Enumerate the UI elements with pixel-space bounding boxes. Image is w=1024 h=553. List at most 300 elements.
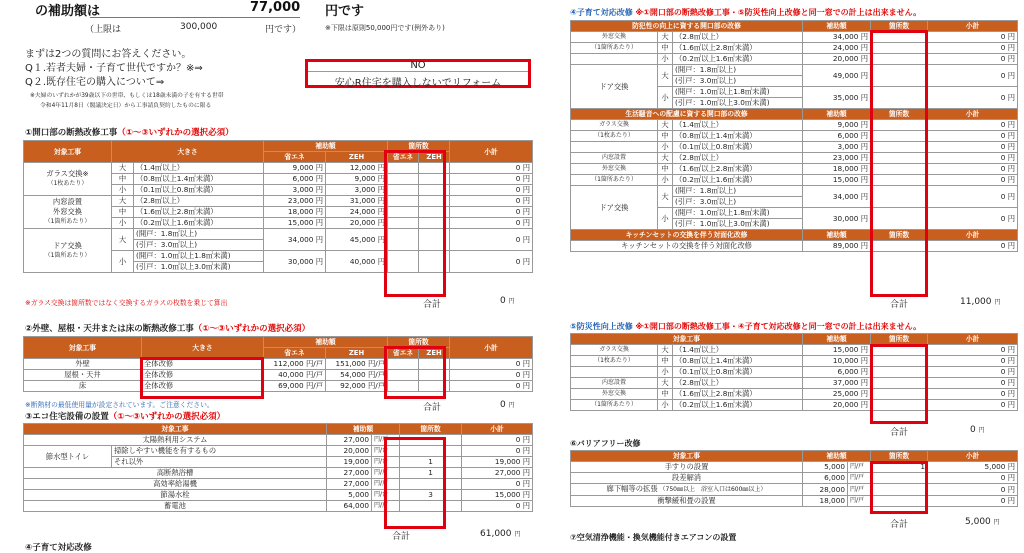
table-cell: (引戸：1.0㎡以上3.0㎡未満) <box>673 219 803 230</box>
table-cell: キッチンセットの交換を伴う対面化改修 <box>571 241 803 252</box>
count-zeh <box>419 163 450 174</box>
table-row <box>24 479 533 490</box>
table-cell: 中 <box>658 164 673 175</box>
table-cell: ガラス交換 <box>571 120 658 131</box>
table-cell: 3,000 円 <box>803 142 871 153</box>
table-cell: 円/戸 <box>372 479 400 490</box>
table-row <box>571 389 1018 400</box>
table-cell: （1.6㎡以上2.8㎡未満） <box>134 207 264 218</box>
table-row <box>24 490 533 501</box>
door-cell: ドア交換 （1箇所あたり） <box>24 229 112 273</box>
table-cell: 0 円 <box>928 164 1018 175</box>
table-cell <box>400 446 462 457</box>
table-row <box>571 142 1018 153</box>
table-cell: 屋根・天井 <box>24 370 142 381</box>
table-cell: 6,000 円 <box>803 367 871 378</box>
table-cell: 15,000 円 <box>264 218 326 229</box>
s3-h-target: 対象工事 <box>24 424 327 435</box>
table-cell: ドア交換 <box>571 186 658 230</box>
table-cell: 衝撃緩和畳の設置 <box>571 496 803 507</box>
s1-h-zeh2: ZEH <box>419 152 450 163</box>
table-cell: 円/台 <box>372 490 400 501</box>
table-row <box>24 435 533 446</box>
table-cell: 手すりの設置 <box>571 462 803 473</box>
table-row <box>24 468 533 479</box>
table-cell <box>419 229 450 251</box>
table-cell: 0 円 <box>928 142 1018 153</box>
table-cell: （0.1㎡以上0.8㎡未満） <box>673 367 803 378</box>
table-cell: 64,000 <box>327 501 372 512</box>
section2-label: ②外壁、屋根・天井または床の断熱改修工事 <box>25 324 194 334</box>
table-cell: 3 <box>400 490 462 501</box>
limit-suffix: 円です） <box>265 25 302 35</box>
table-cell: (引戸：3.0㎡以上) <box>673 76 803 87</box>
table-row <box>571 230 1018 241</box>
table-cell: 0 円 <box>462 501 533 512</box>
table-cell: (開戸：1.8㎡以上) <box>134 229 264 240</box>
limit-prefix: （上限は <box>85 25 122 35</box>
table-row <box>571 54 1018 65</box>
table-row <box>24 446 533 457</box>
table-cell: 0 円 <box>450 163 533 174</box>
table-cell: （2.8㎡以上） <box>673 153 803 164</box>
table-cell: 0 円 <box>928 389 1018 400</box>
table-cell: 内窓設置 <box>571 378 658 389</box>
table-cell <box>871 473 928 484</box>
table-row <box>571 334 1018 345</box>
table-cell <box>871 120 928 131</box>
table-cell: 円/戸 <box>372 435 400 446</box>
table-cell: 27,000 円 <box>462 468 533 479</box>
table-cell <box>871 175 928 186</box>
table-cell: 0 円 <box>928 378 1018 389</box>
footnote-1: ※夫婦のいずれかが39歳以下の世帯、もしくは18歳未満の子を有する世帯 <box>30 93 224 99</box>
table-cell: 廊下幅等の拡張 （750㎜以上 浴室入口は600㎜以上） <box>571 484 803 496</box>
total-underline <box>90 17 300 18</box>
table-row <box>571 175 1018 186</box>
table-cell: 0 円 <box>450 359 533 370</box>
table-cell: 段差解消 <box>571 473 803 484</box>
table-cell: 19,000 円 <box>462 457 533 468</box>
table-cell: 対象工事 <box>571 334 803 345</box>
table-row <box>24 370 533 381</box>
table-cell: （0.8㎡以上1.4㎡未満） <box>673 131 803 142</box>
result-title: の補助額は <box>35 4 101 19</box>
intro-text: まずは2つの質問にお答えください。 <box>25 49 192 60</box>
table-cell: 0 円 <box>450 196 533 207</box>
table-cell: ドア交換 <box>571 65 658 109</box>
target-cell: ガラス交換※ （1枚あたり） <box>24 163 112 196</box>
table-cell: 外窓交換 <box>571 164 658 175</box>
table-cell: (開戸：1.0㎡以上1.8㎡未満) <box>673 208 803 219</box>
table-cell: 0 円 <box>462 435 533 446</box>
table-cell: 円/戸 <box>848 484 871 496</box>
table-cell: 27,000 <box>327 479 372 490</box>
s5-sum-label: 合計 <box>890 428 909 438</box>
answer-1-select[interactable]: NO <box>308 60 528 72</box>
count-eco <box>388 207 419 218</box>
table-cell: 20,000 円 <box>803 54 871 65</box>
table-cell: 45,000 円 <box>326 229 388 251</box>
table-cell: 0 円 <box>928 473 1018 484</box>
table-cell: （0.1㎡以上0.8㎡未満） <box>673 142 803 153</box>
table-cell: 0 円 <box>450 381 533 392</box>
table-cell: 大 <box>112 163 134 174</box>
table-row <box>571 400 1018 411</box>
table-cell <box>871 345 928 356</box>
table-cell: （1.6㎡以上2.8㎡未満） <box>673 43 803 54</box>
table-cell <box>419 251 450 273</box>
table-cell: 34,000 円 <box>803 32 871 43</box>
table-cell: 0 円 <box>928 400 1018 411</box>
table-cell <box>871 142 928 153</box>
table-cell: 小計 <box>928 334 1018 345</box>
table-row <box>571 473 1018 484</box>
table-cell <box>419 370 450 381</box>
table-cell: 円/戸 <box>372 501 400 512</box>
answer-2-select[interactable]: 安心R住宅を購入しないでリフォーム <box>334 78 502 89</box>
table-cell <box>871 378 928 389</box>
table-cell: （1.4㎡以上） <box>673 345 803 356</box>
s1-h-zeh: ZEH <box>326 152 388 163</box>
table-cell: 0 円 <box>928 356 1018 367</box>
s1-h-eco2: 省エネ <box>388 152 419 163</box>
table-cell: 0 円 <box>450 207 533 218</box>
table-cell: 箇所数 <box>871 109 928 120</box>
s4-sum-label: 合計 <box>890 300 909 310</box>
table-cell: 小 <box>658 208 673 230</box>
table-cell <box>871 54 928 65</box>
table-row <box>571 164 1018 175</box>
table-cell <box>871 186 928 208</box>
table-cell: キッチンセットの交換を伴う対面化改修 <box>571 230 803 241</box>
table-cell: 6,000 円 <box>803 131 871 142</box>
count-eco <box>388 185 419 196</box>
table-cell: 小 <box>658 54 673 65</box>
table-cell: 全体改修 <box>142 370 264 381</box>
table-cell: 20,000 円 <box>326 218 388 229</box>
table-row <box>571 451 1018 462</box>
table-cell: 小 <box>658 175 673 186</box>
table-cell: 49,000 円 <box>803 65 871 87</box>
s6-sum: 5,000 円 <box>965 517 1000 527</box>
table-cell: 円/台 <box>372 446 400 457</box>
table-cell: 円/戸 <box>848 473 871 484</box>
s2-h-subsidy: 補助額 <box>264 337 388 348</box>
table-cell: （1.6㎡以上2.8㎡未満） <box>673 164 803 175</box>
table-cell <box>571 367 658 378</box>
table-cell: （1枚あたり） <box>571 356 658 367</box>
table-cell <box>419 359 450 370</box>
section6-table <box>570 450 1018 507</box>
table-cell: 23,000 円 <box>803 153 871 164</box>
table-cell <box>871 43 928 54</box>
table-cell: 18,000 円 <box>264 207 326 218</box>
table-cell: 89,000 円 <box>803 241 871 252</box>
table-cell: 節湯水栓 <box>24 490 327 501</box>
section7-title <box>570 532 736 543</box>
count-zeh <box>419 218 450 229</box>
table-cell: 0 円 <box>450 174 533 185</box>
table-cell: 円/戸 <box>372 468 400 479</box>
table-cell: 1 <box>400 468 462 479</box>
table-cell: 箇所数 <box>871 230 928 241</box>
table-cell: 補助額 <box>803 109 871 120</box>
s1-h-size: 大きさ <box>112 141 264 163</box>
table-cell: 円/戸 <box>848 462 871 473</box>
table-cell: 小 <box>658 400 673 411</box>
table-cell: 中 <box>658 131 673 142</box>
table-cell: 37,000 円 <box>803 378 871 389</box>
s4-sum: 11,000 円 <box>960 297 1001 307</box>
count-eco <box>388 163 419 174</box>
table-cell: 0 円 <box>928 120 1018 131</box>
table-cell: (開戸：1.8㎡以上) <box>673 65 803 76</box>
table-row <box>571 345 1018 356</box>
table-cell <box>571 54 658 65</box>
table-cell: (引戸：3.0㎡以上) <box>134 240 264 251</box>
s2-h-target: 対象工事 <box>24 337 142 359</box>
target-cell: 内窓設置 外窓交換 （1箇所あたり） <box>24 196 112 229</box>
question-1: Q１.若者夫婦・子育て世代ですか？※⇒ <box>25 63 203 74</box>
table-cell <box>388 381 419 392</box>
table-cell: 中 <box>658 389 673 400</box>
table-cell: 24,000 円 <box>326 207 388 218</box>
table-row <box>571 496 1018 507</box>
table-cell: 92,000 円/戸 <box>326 381 388 392</box>
table-cell: 18,000 円 <box>803 164 871 175</box>
table-cell: （2.8㎡以上） <box>134 196 264 207</box>
table-cell: 小 <box>658 87 673 109</box>
table-cell: 9,000 円 <box>264 163 326 174</box>
table-cell: 中 <box>658 43 673 54</box>
table-row <box>571 109 1018 120</box>
table-cell: 大 <box>112 229 134 251</box>
table-cell: 151,000 円/戸 <box>326 359 388 370</box>
table-cell: 15,000 円 <box>803 175 871 186</box>
question-2: Q２.既存住宅の購入について⇒ <box>25 77 165 88</box>
table-cell <box>871 389 928 400</box>
table-cell <box>871 87 928 109</box>
table-cell: 大 <box>658 378 673 389</box>
s3-h-count: 箇所数 <box>400 424 462 435</box>
table-cell: 補助額 <box>803 451 871 462</box>
table-cell: 0 円 <box>928 367 1018 378</box>
s1-h-subtotal: 小計 <box>450 141 533 163</box>
table-cell: 床 <box>24 381 142 392</box>
table-cell: （1箇所あたり） <box>571 400 658 411</box>
table-row <box>571 378 1018 389</box>
table-cell: 34,000 円 <box>264 229 326 251</box>
section5-note: ※①開口部の断熱改修工事・④子育て対応改修と同一窓での計上は出来ません。 <box>635 322 922 331</box>
table-cell: 防犯性の向上に資する開口部の改修 <box>571 21 803 32</box>
table-cell: 外窓交換 <box>571 389 658 400</box>
table-cell: 外壁 <box>24 359 142 370</box>
table-cell: 5,000 <box>327 490 372 501</box>
section4-label: ④子育て対応改修 <box>570 8 633 17</box>
count-zeh <box>419 174 450 185</box>
table-cell: 0 円 <box>928 496 1018 507</box>
table-cell: （2.8㎡以上） <box>673 378 803 389</box>
table-cell: 0 円 <box>450 218 533 229</box>
table-cell: 中 <box>658 356 673 367</box>
table-cell: （0.1㎡以上0.8㎡未満） <box>134 185 264 196</box>
s2-h-zeh2: ZEH <box>419 348 450 359</box>
table-cell: 0 円 <box>450 229 533 251</box>
table-cell: 0 円 <box>928 43 1018 54</box>
table-row <box>24 501 533 512</box>
table-cell: 0 円 <box>928 241 1018 252</box>
s2-h-eco: 省エネ <box>264 348 326 359</box>
table-row <box>571 367 1018 378</box>
s3-sum-label: 合計 <box>392 532 411 542</box>
table-cell: 小計 <box>928 109 1018 120</box>
section5-table <box>570 333 1018 411</box>
table-cell: 6,000 <box>803 473 848 484</box>
s2-h-count: 箇所数 <box>388 337 450 348</box>
table-cell: 全体改修 <box>142 359 264 370</box>
table-cell: 0 円 <box>928 345 1018 356</box>
table-cell: 27,000 <box>327 435 372 446</box>
table-cell: 小計 <box>928 21 1018 32</box>
table-cell: 太陽熱利用システム <box>24 435 327 446</box>
table-cell: 0 円 <box>450 370 533 381</box>
table-cell: 内窓設置 <box>571 153 658 164</box>
s1-sum-label: 合計 <box>423 300 442 310</box>
table-cell: 20,000 <box>327 446 372 457</box>
table-cell: 円/戸 <box>848 496 871 507</box>
table-cell: 小 <box>112 185 134 196</box>
table-row <box>571 120 1018 131</box>
table-row <box>24 163 533 174</box>
table-cell: 大 <box>658 186 673 208</box>
s2-h-size: 大きさ <box>142 337 264 359</box>
table-cell: 補助額 <box>803 334 871 345</box>
limit-note: ※下限は原則50,000円です(例外あり) <box>325 24 445 32</box>
table-cell: 112,000 円/戸 <box>264 359 326 370</box>
table-cell: 小 <box>658 142 673 153</box>
table-row <box>571 356 1018 367</box>
table-cell: 大 <box>658 120 673 131</box>
table-cell <box>419 381 450 392</box>
s1-h-subsidy: 補助額 <box>264 141 388 152</box>
table-cell: 0 円 <box>928 87 1018 109</box>
section5-title <box>570 321 921 332</box>
table-cell: 6,000 円 <box>264 174 326 185</box>
table-cell: 69,000 円/戸 <box>264 381 326 392</box>
table-cell: （1.6㎡以上2.8㎡未満） <box>673 389 803 400</box>
s2-h-zeh: ZEH <box>326 348 388 359</box>
table-cell: 節水型トイレ <box>24 446 112 468</box>
table-cell: （0.8㎡以上1.4㎡未満） <box>673 356 803 367</box>
section1-label: ①開口部の断熱改修工事 <box>25 128 118 138</box>
table-cell: 23,000 円 <box>264 196 326 207</box>
right-pane <box>560 0 1024 545</box>
count-zeh <box>419 196 450 207</box>
section4-note: ※①開口部の断熱改修工事・⑤防災性向上改修と同一窓での計上は出来ません。 <box>635 8 922 17</box>
table-cell: 大 <box>658 345 673 356</box>
table-cell: 高断熱浴槽 <box>24 468 327 479</box>
table-cell <box>871 131 928 142</box>
table-cell: 0 円 <box>928 484 1018 496</box>
section1-table <box>23 140 533 273</box>
table-cell <box>400 435 462 446</box>
table-cell: （1箇所あたり） <box>571 43 658 54</box>
s3-h-subtotal: 小計 <box>462 424 533 435</box>
count-zeh <box>419 185 450 196</box>
table-cell: 高効率給湯機 <box>24 479 327 490</box>
table-cell: 19,000 <box>327 457 372 468</box>
table-cell <box>388 251 419 273</box>
table-cell: （0.2㎡以上1.6㎡未満） <box>673 400 803 411</box>
table-cell: (開戸：1.0㎡以上1.8㎡未満) <box>673 87 803 98</box>
table-cell: (引戸：1.0㎡以上3.0㎡未満) <box>134 262 264 273</box>
table-cell: 箇所数 <box>871 334 928 345</box>
section4-table <box>570 20 1018 252</box>
s1-h-count: 箇所数 <box>388 141 450 152</box>
s2-note: ※断熱材の最低使用量が設定されています。ご注意ください。 <box>25 401 214 409</box>
table-row <box>24 229 533 240</box>
section2-title <box>25 322 310 334</box>
table-cell <box>871 153 928 164</box>
table-cell: 中 <box>112 207 134 218</box>
table-row <box>24 359 533 370</box>
table-cell: 大 <box>658 153 673 164</box>
table-cell <box>871 32 928 43</box>
table-row <box>571 241 1018 252</box>
total-amount: 77,000 <box>250 0 301 15</box>
table-cell <box>400 479 462 490</box>
s1-note: ※ガラス交換は箇所数ではなく交換するガラスの枚数を乗じて算出 <box>25 299 228 307</box>
table-cell <box>871 496 928 507</box>
table-cell <box>871 484 928 496</box>
table-cell: 対象工事 <box>571 451 803 462</box>
table-cell: （0.2㎡以上1.6㎡未満） <box>673 175 803 186</box>
table-cell <box>871 65 928 87</box>
table-cell: 0 円 <box>462 479 533 490</box>
section6-label: ⑥バリアフリー改修 <box>570 439 641 448</box>
table-cell: 31,000 円 <box>326 196 388 207</box>
title-unit: 円です <box>325 4 365 19</box>
next-section-cut: ④子育て対応改修 <box>25 543 92 553</box>
table-cell: 1 <box>400 457 462 468</box>
table-cell: 9,000 円 <box>803 120 871 131</box>
table-cell: 小 <box>112 251 134 273</box>
count-eco <box>388 174 419 185</box>
section3-title <box>25 410 225 422</box>
table-cell: 30,000 円 <box>264 251 326 273</box>
section6-title <box>570 438 640 449</box>
table-cell: 28,000 <box>803 484 848 496</box>
table-cell: 0 円 <box>928 65 1018 87</box>
table-cell <box>871 208 928 230</box>
table-cell: （0.2㎡以上1.6㎡未満） <box>134 218 264 229</box>
section7-label: ⑦空気清浄機能・換気機能付きエアコンの設置 <box>570 533 737 542</box>
table-cell: 箇所数 <box>871 21 928 32</box>
table-cell: それ以外 <box>112 457 327 468</box>
table-cell: 54,000 円/戸 <box>326 370 388 381</box>
table-cell: 小計 <box>928 451 1018 462</box>
table-cell: 40,000 円/戸 <box>264 370 326 381</box>
s2-sum-label: 合計 <box>423 403 442 413</box>
table-cell: 箇所数 <box>871 451 928 462</box>
table-cell: (開戸：1.8㎡以上) <box>673 186 803 197</box>
table-cell: 外窓交換 <box>571 32 658 43</box>
table-cell: 1 <box>871 462 928 473</box>
s1-sum: 0 円 <box>500 296 515 306</box>
table-cell: （2.8㎡以上） <box>673 32 803 43</box>
table-cell: 0 円 <box>450 185 533 196</box>
